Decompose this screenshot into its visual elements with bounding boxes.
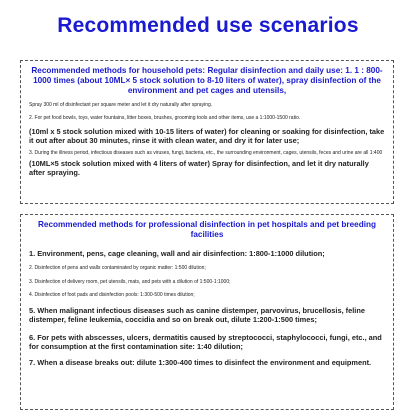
household-item-3: (10ml x 5 stock solution mixed with 10-15 liters of water) for cleaning or soaking for disinfection, take it out after about 30 minutes, rinse it with clean water, and dry it for later use; — [29, 127, 385, 145]
professional-item-5: 5. When malignant infectious diseases such as canine distemper, parvovirus, brucellosis, feline distemper, feline leukemia, coccidia and so on break out, dilute 1:200-1:500 times; — [29, 305, 365, 324]
household-section — [20, 60, 394, 204]
professional-item-6: 6. For pets with abscesses, ulcers, dermatitis caused by streptococci, staphylococci, fungi, etc., and for consumption at the first contamination site: 1:40 dilution; — [29, 332, 382, 351]
page-title: Recommended use scenarios — [57, 14, 359, 37]
professional-item-7: 7. When a disease breaks out: dilute 1:300-400 times to disinfect the environment and equipment. — [29, 357, 372, 367]
professional-item-4: 4. Disinfection of foot pads and disinfection pools: 1:300-500 times dilution; — [29, 292, 195, 298]
household-item-1: Spray 300 ml of disinfectant per square meter and let it dry naturally after spraying. — [29, 102, 213, 108]
professional-item-1: 1. Environment, pens, cage cleaning, wall and air disinfection: 1:800-1:1000 dilution; — [29, 249, 325, 258]
professional-heading: Recommended methods for professional disinfection in pet hospitals and pet breeding facilities — [37, 220, 376, 239]
household-heading: Recommended methods for household pets: Regular disinfection and daily use: 1. 1 : 800-1000 times (about 10ML× 5 stock solution to 8-10 liters of water), spray disinfection of the environment and pet cages and utensils, — [31, 66, 383, 95]
household-item-5: (10ML×5 stock solution mixed with 4 liters of water) Spray for disinfection, and let it dry naturally after spraying. — [29, 158, 369, 177]
professional-item-3: 3. Disinfection of delivery room, pet utensils, mats, and pets with a dilution of 1:500-1:1000; — [29, 278, 231, 285]
household-item-4: 3. During the illness period, infectious diseases such as viruses, fungi, bacteria, etc., the surrounding environment, cages, utensils, feces and urine are all 1:400 — [29, 150, 383, 156]
household-item-2: 2. For pet food bowls, toys, water fountains, litter boxes, brushes, grooming tools and other items, use a 1:1000-1500 ratio. — [29, 114, 301, 121]
professional-item-2: 2. Disinfection of pens and walls contaminated by organic matter: 1:500 dilution; — [29, 265, 206, 271]
professional-section — [20, 214, 394, 410]
